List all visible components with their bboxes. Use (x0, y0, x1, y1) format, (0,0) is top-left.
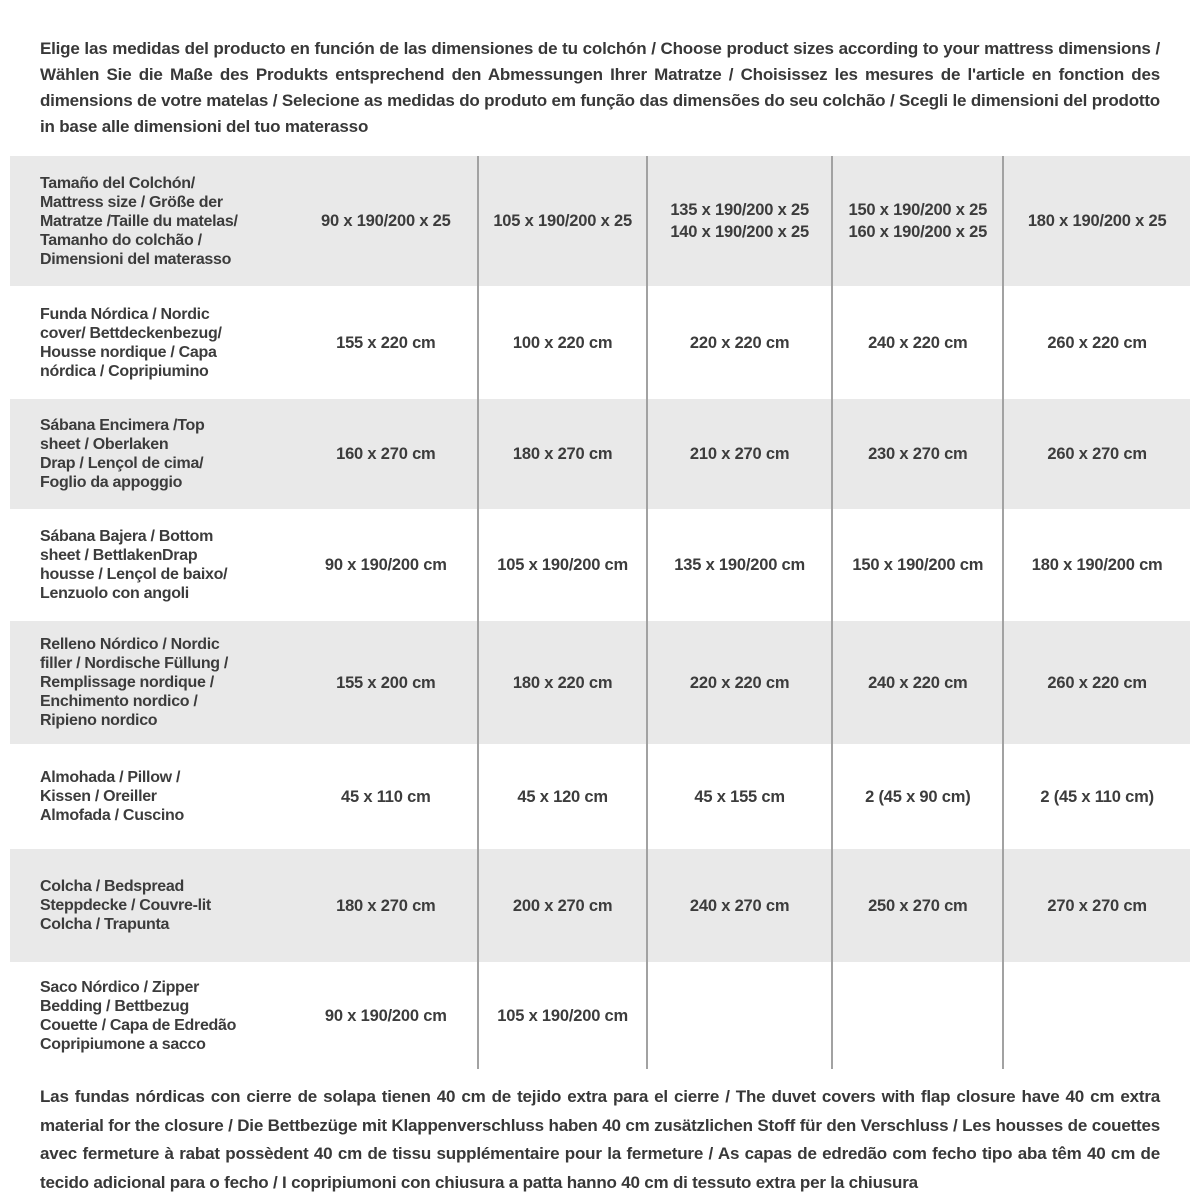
size-value-cell: 210 x 270 cm (646, 399, 831, 509)
size-value-cell: 180 x 220 cm (477, 621, 646, 744)
product-row-top-sheet (10, 399, 1190, 509)
intro-text: Elige las medidas del producto en función de las dimensiones de tu colchón / Choose product sizes according to your mattress dimensions / Wählen Sie die Maße des Produkts entsprechend den Abmessungen Ihrer Matratze / Choisissez les mesures de l'article en fonction des dimensions de votre matelas / Selecione as medidas do produto em função das dimensões do seu colchão / Scegli le dimensioni del prodotto in base alle dimensioni del tuo materasso (40, 39, 1160, 136)
size-value-cell: 220 x 220 cm (646, 621, 831, 744)
size-value-cell: 260 x 270 cm (1002, 399, 1190, 509)
size-column-header-180: 180 x 190/200 x 25 (1002, 156, 1190, 286)
size-value-cell: 160 x 270 cm (336, 445, 436, 463)
size-value-cell: 180 x 190/200 cm (1002, 509, 1190, 621)
size-value-cell: 270 x 270 cm (1002, 849, 1190, 962)
size-value-cell: 260 x 220 cm (1002, 286, 1190, 399)
size-table (10, 156, 1190, 1069)
size-value-cell: 200 x 270 cm (477, 849, 646, 962)
product-row-bottom-sheet (10, 509, 1190, 621)
size-value-cell: 250 x 270 cm (831, 849, 1002, 962)
size-value-cell: 2 (45 x 110 cm) (1002, 744, 1190, 849)
table-header-row (10, 156, 1190, 286)
product-label-cell: Almohada / Pillow / Kissen / Oreiller Almofada / Cuscino (40, 769, 184, 824)
product-label-cell: Saco Nórdico / Zipper Bedding / Bettbezug Couette / Capa de Edredão Copripiumone a sacco (40, 978, 237, 1053)
mattress-size-label-cell: Tamaño del Colchón/ Mattress size / Größe der Matratze /Taille du matelas/ Tamanho do colchão / Dimensioni del materasso (40, 174, 238, 268)
size-value-cell: 240 x 270 cm (646, 849, 831, 962)
size-column-header-105: 105 x 190/200 x 25 (477, 156, 646, 286)
size-value-cell (1002, 962, 1190, 1069)
product-row-zipper-bedding (10, 962, 1190, 1069)
product-row-nordic-cover (10, 286, 1190, 399)
size-value-cell: 220 x 220 cm (646, 286, 831, 399)
product-label-cell: Funda Nórdica / Nordic cover/ Bettdeckenbezug/ Housse nordique / Capa nórdica / Copripiumino (40, 305, 222, 380)
size-value-cell (831, 962, 1002, 1069)
size-value-cell: 45 x 120 cm (477, 744, 646, 849)
size-value-cell: 45 x 155 cm (646, 744, 831, 849)
size-value-cell: 45 x 110 cm (341, 787, 431, 806)
size-value-cell: 180 x 270 cm (336, 896, 436, 915)
product-label-cell: Colcha / Bedspread Steppdecke / Couvre-lit Colcha / Trapunta (40, 878, 211, 933)
product-row-pillow (10, 744, 1190, 849)
product-row-bedspread (10, 849, 1190, 962)
size-value-cell: 105 x 190/200 cm (477, 509, 646, 621)
size-column-header-90: 90 x 190/200 x 25 (321, 212, 451, 230)
footnote-text: Las fundas nórdicas con cierre de solapa tienen 40 cm de tejido extra para el cierre / The duvet covers with flap closure have 40 cm extra material for the closure / Die Bettbezüge mit Klappenverschluss haben 40 cm zusätzlichen Stoff für den Verschluss / Les housses de couettes avec fermeture à rabat possèdent 40 cm de tissu supplémentaire pour la fermeture / As capas de edredão com fecho tipo aba têm 40 cm de tecido adicional para o fecho / I copripiumoni con chiusura a patta hanno 40 cm di tessuto extra per la chiusura (40, 1087, 1160, 1192)
product-row-nordic-filler (10, 621, 1190, 744)
size-value-cell: 240 x 220 cm (831, 621, 1002, 744)
product-label-cell: Relleno Nórdico / Nordic filler / Nordische Füllung / Remplissage nordique / Enchimento nordico / Ripieno nordico (40, 636, 229, 729)
size-value-cell: 260 x 220 cm (1002, 621, 1190, 744)
size-value-cell: 105 x 190/200 cm (477, 962, 646, 1069)
size-value-cell: 240 x 220 cm (831, 286, 1002, 399)
size-value-cell: 90 x 190/200 cm (324, 1006, 447, 1025)
size-value-cell: 2 (45 x 90 cm) (831, 744, 1002, 849)
size-value-cell: 150 x 190/200 cm (831, 509, 1002, 621)
size-column-header-135-140: 135 x 190/200 x 25 140 x 190/200 x 25 (646, 156, 831, 286)
size-value-cell: 230 x 270 cm (831, 399, 1002, 509)
size-value-cell: 155 x 220 cm (336, 333, 436, 352)
product-label-cell: Sábana Encimera /Top sheet / Oberlaken Drap / Lençol de cima/ Foglio da appoggio (40, 417, 205, 491)
size-value-cell: 100 x 220 cm (477, 286, 646, 399)
size-value-cell: 90 x 190/200 cm (324, 556, 447, 574)
size-value-cell (646, 962, 831, 1069)
size-value-cell: 155 x 200 cm (336, 673, 436, 692)
product-label-cell: Sábana Bajera / Bottom sheet / BettlakenDrap housse / Lençol de baixo/ Lenzuolo con angoli (40, 528, 228, 602)
size-value-cell: 135 x 190/200 cm (646, 509, 831, 621)
size-column-header-150-160: 150 x 190/200 x 25 160 x 190/200 x 25 (831, 156, 1002, 286)
size-value-cell: 180 x 270 cm (477, 399, 646, 509)
